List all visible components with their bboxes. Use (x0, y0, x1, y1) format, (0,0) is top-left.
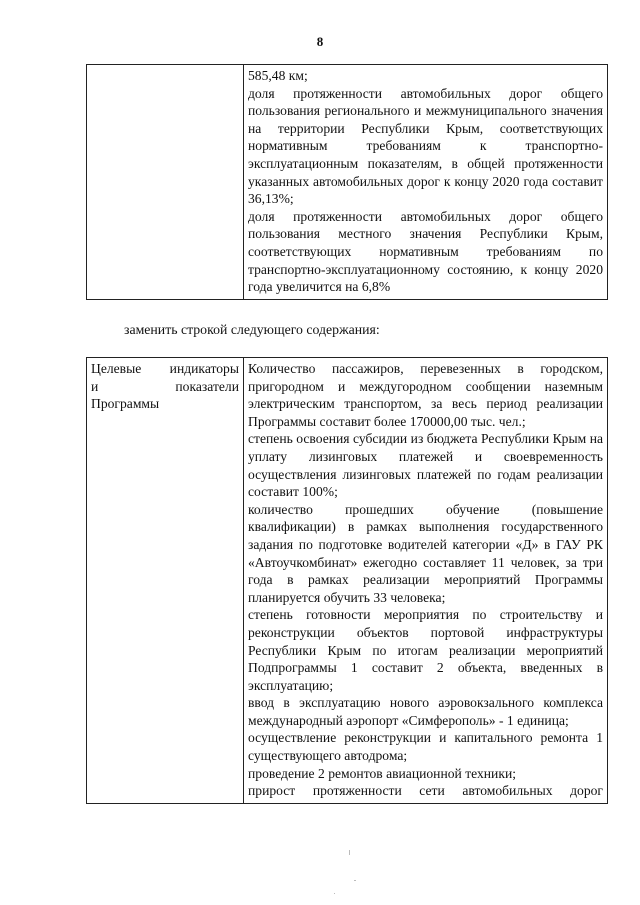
indicator-paragraph: Количество пассажиров, перевезенных в городском, пригородном и междугородном сообщении наземным электрическим транспортом, за весь период реализации Программы составит более 170000,00 тыс. чел.; (248, 361, 603, 429)
indicator-paragraph: ввод в эксплуатацию нового аэровокзального комплекса международный аэропорт «Симферополь» - 1 единица; (248, 695, 603, 728)
bottom-table-left-cell (87, 358, 244, 804)
row-label-line: Программы (91, 396, 160, 412)
top-paragraph: доля протяженности автомобильных дорог общего пользования местного значения Республики Крым, соответствующих нормативным требованиям по транспортно-эксплуатационному состоянию, к концу 2020 года увеличится на 6,8% (248, 208, 603, 295)
indicator-paragraph: прирост протяженности сети автомобильных дорог (248, 783, 603, 799)
row-label-line: и показатели (91, 378, 239, 394)
bottom-table (86, 357, 608, 804)
scan-speck (334, 893, 335, 894)
page-number: 8 (316, 34, 324, 49)
top-paragraph: доля протяженности автомобильных дорог общего пользования регионального и межмуниципального значения на территории Республики Крым, соответствующих нормативным требованиям к транспортно-эксплуатационным показателям, в общей протяженности указанных автомобильных дорог к концу 2020 года составит 36,13%; (248, 85, 603, 207)
top-paragraph: 585,48 км; (248, 68, 308, 83)
row-label-line: Целевые индикаторы (91, 361, 239, 376)
row-label (91, 360, 239, 413)
scan-speck (349, 850, 350, 855)
intro-text: заменить строкой следующего содержания: (124, 322, 380, 337)
top-table-right-cell (244, 65, 608, 300)
scan-speck (354, 880, 356, 881)
top-table-left-cell (87, 65, 244, 300)
indicator-paragraph: количество прошедших обучение (повышение квалификации) в рамках выполнения государственного задания по подготовке водителей категории «Д» в ГАУ РК «Автоучкомбинат» ежегодно составляет 11 человек, за три года в рамках реализации мероприятий Программы планируется обучить 33 человека; (248, 501, 603, 605)
indicator-paragraph: степень готовности мероприятия по строительству и реконструкции объектов портовой инфраструктуры Республики Крым по итогам реализации мероприятий Подпрограммы 1 составит 2 объекта, введенных в эксплуатацию; (248, 607, 603, 693)
indicator-paragraph: проведение 2 ремонтов авиационной техники; (248, 765, 516, 781)
top-table (86, 64, 608, 300)
indicator-paragraph: степень освоения субсидии из бюджета Республики Крым на уплату лизинговых платежей и своевременность осуществления лизинговых платежей по годам реализации составит 100%; (248, 431, 603, 500)
bottom-table-paragraphs (248, 360, 603, 800)
indicator-paragraph: осуществление реконструкции и капитального ремонта 1 существующего автодрома; (248, 730, 603, 764)
top-table-paragraphs (248, 67, 603, 296)
bottom-table-right-cell (244, 358, 608, 804)
